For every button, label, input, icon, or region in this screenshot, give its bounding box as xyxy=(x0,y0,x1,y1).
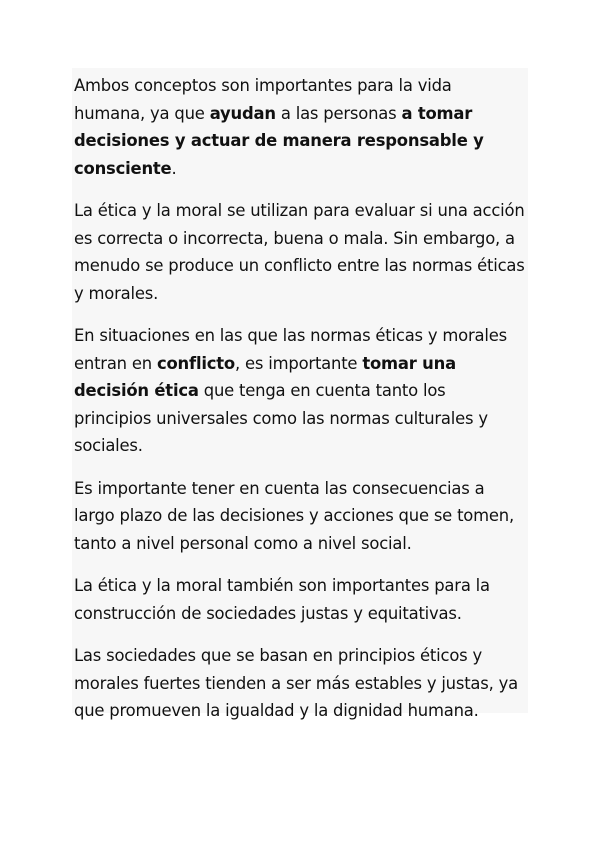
bold-text-run: conflicto xyxy=(156,353,235,373)
text-run: Ambos conceptos son importantes para la vida humana, ya que xyxy=(74,76,452,123)
text-block xyxy=(72,68,528,720)
text-run: La ética y la moral se utilizan para evaluar si una acción es correcta o incorrecta, buena o mala. Sin embargo, a menudo se produce un conflicto entre las normas éticas y morales. xyxy=(74,201,525,303)
text-run: Las sociedades que se basan en principios éticos y morales fuertes tienden a ser más estables y justas, ya que promueven la igualdad y la dignidad humana. xyxy=(74,646,518,720)
bold-text-run: a tomar decisiones y actuar de manera responsable y consciente xyxy=(74,103,484,178)
text-run: En situaciones en las que las normas éticas y morales entran en xyxy=(74,326,507,373)
text-run: La ética y la moral también son importantes para la construcción de sociedades justas y equitativas. xyxy=(74,576,490,623)
text-run: que tenga en cuenta tanto los principios universales como las normas culturales y sociales. xyxy=(74,381,488,455)
text-run: . xyxy=(171,158,177,178)
paragraph-5 xyxy=(74,572,526,627)
paragraph-4 xyxy=(74,475,526,558)
paragraph-1 xyxy=(74,72,526,182)
paragraph-2 xyxy=(74,197,526,307)
text-run: , es importante xyxy=(235,353,363,373)
text-run: Es importante tener en cuenta las consecuencias a largo plazo de las decisiones y acciones que se tomen, tanto a nivel personal como a nivel social. xyxy=(74,478,514,553)
bold-text-run: tomar una decisión ética xyxy=(74,353,456,400)
paragraph-3 xyxy=(74,322,526,460)
bold-text-run: ayudan xyxy=(209,103,276,123)
text-run: a las personas xyxy=(275,103,402,123)
paragraph-6 xyxy=(74,642,526,725)
